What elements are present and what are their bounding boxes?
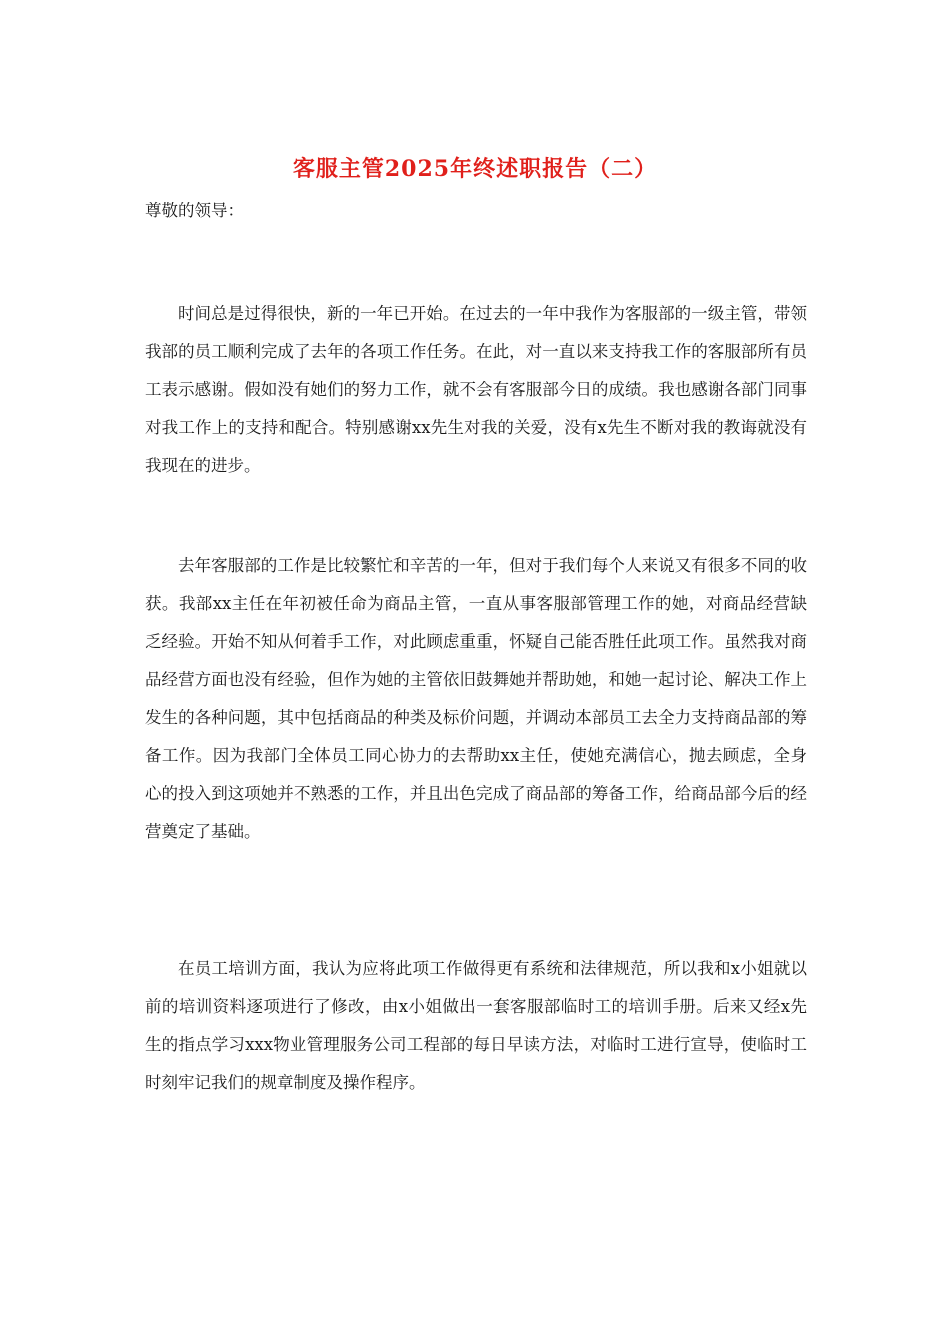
salutation: 尊敬的领导： bbox=[145, 201, 244, 220]
document-title: 客服主管2025年终述职报告（二） bbox=[292, 156, 658, 182]
paragraph: 去年客服部的工作是比较繁忙和辛苦的一年，但对于我们每个人来说又有很多不同的收获。我部xx主任在年初被任命为商品主管，一直从事客服部管理工作的她，对商品经营缺乏经验。开始不知从何着手工作，对此顾虑重重，怀疑自己能否胜任此项工作。虽然我对商品经营方面也没有经验，但作为她的主管依旧鼓舞她并帮助她，和她一起讨论、解决工作上发生的各种问题，其中包括商品的种类及标价问题，并调动本部员工去全力支持商品部的筹备工作。因为我部门全体员工同心协力的去帮助xx主任，使她充满信心，抛去顾虑，全身心的投入到这项她并不熟悉的工作，并且出色完成了商品部的筹备工作，给商品部今后的经营奠定了基础。 bbox=[145, 556, 807, 841]
paragraph: 在员工培训方面，我认为应将此项工作做得更有系统和法律规范，所以我和x小姐就以前的培训资料逐项进行了修改，由x小姐做出一套客服部临时工的培训手册。后来又经x先生的指点学习xxx物业管理服务公司工程部的每日早读方法，对临时工进行宣导，使临时工时刻牢记我们的规章制度及操作程序。 bbox=[145, 959, 807, 1092]
paragraph: 时间总是过得很快，新的一年已开始。在过去的一年中我作为客服部的一级主管，带领我部的员工顺利完成了去年的各项工作任务。在此，对一直以来支持我工作的客服部所有员工表示感谢。假如没有她们的努力工作，就不会有客服部今日的成绩。我也感谢各部门同事对我工作上的支持和配合。特别感谢xx先生对我的关爱，没有x先生不断对我的教诲就没有我现在的进步。 bbox=[145, 304, 807, 475]
